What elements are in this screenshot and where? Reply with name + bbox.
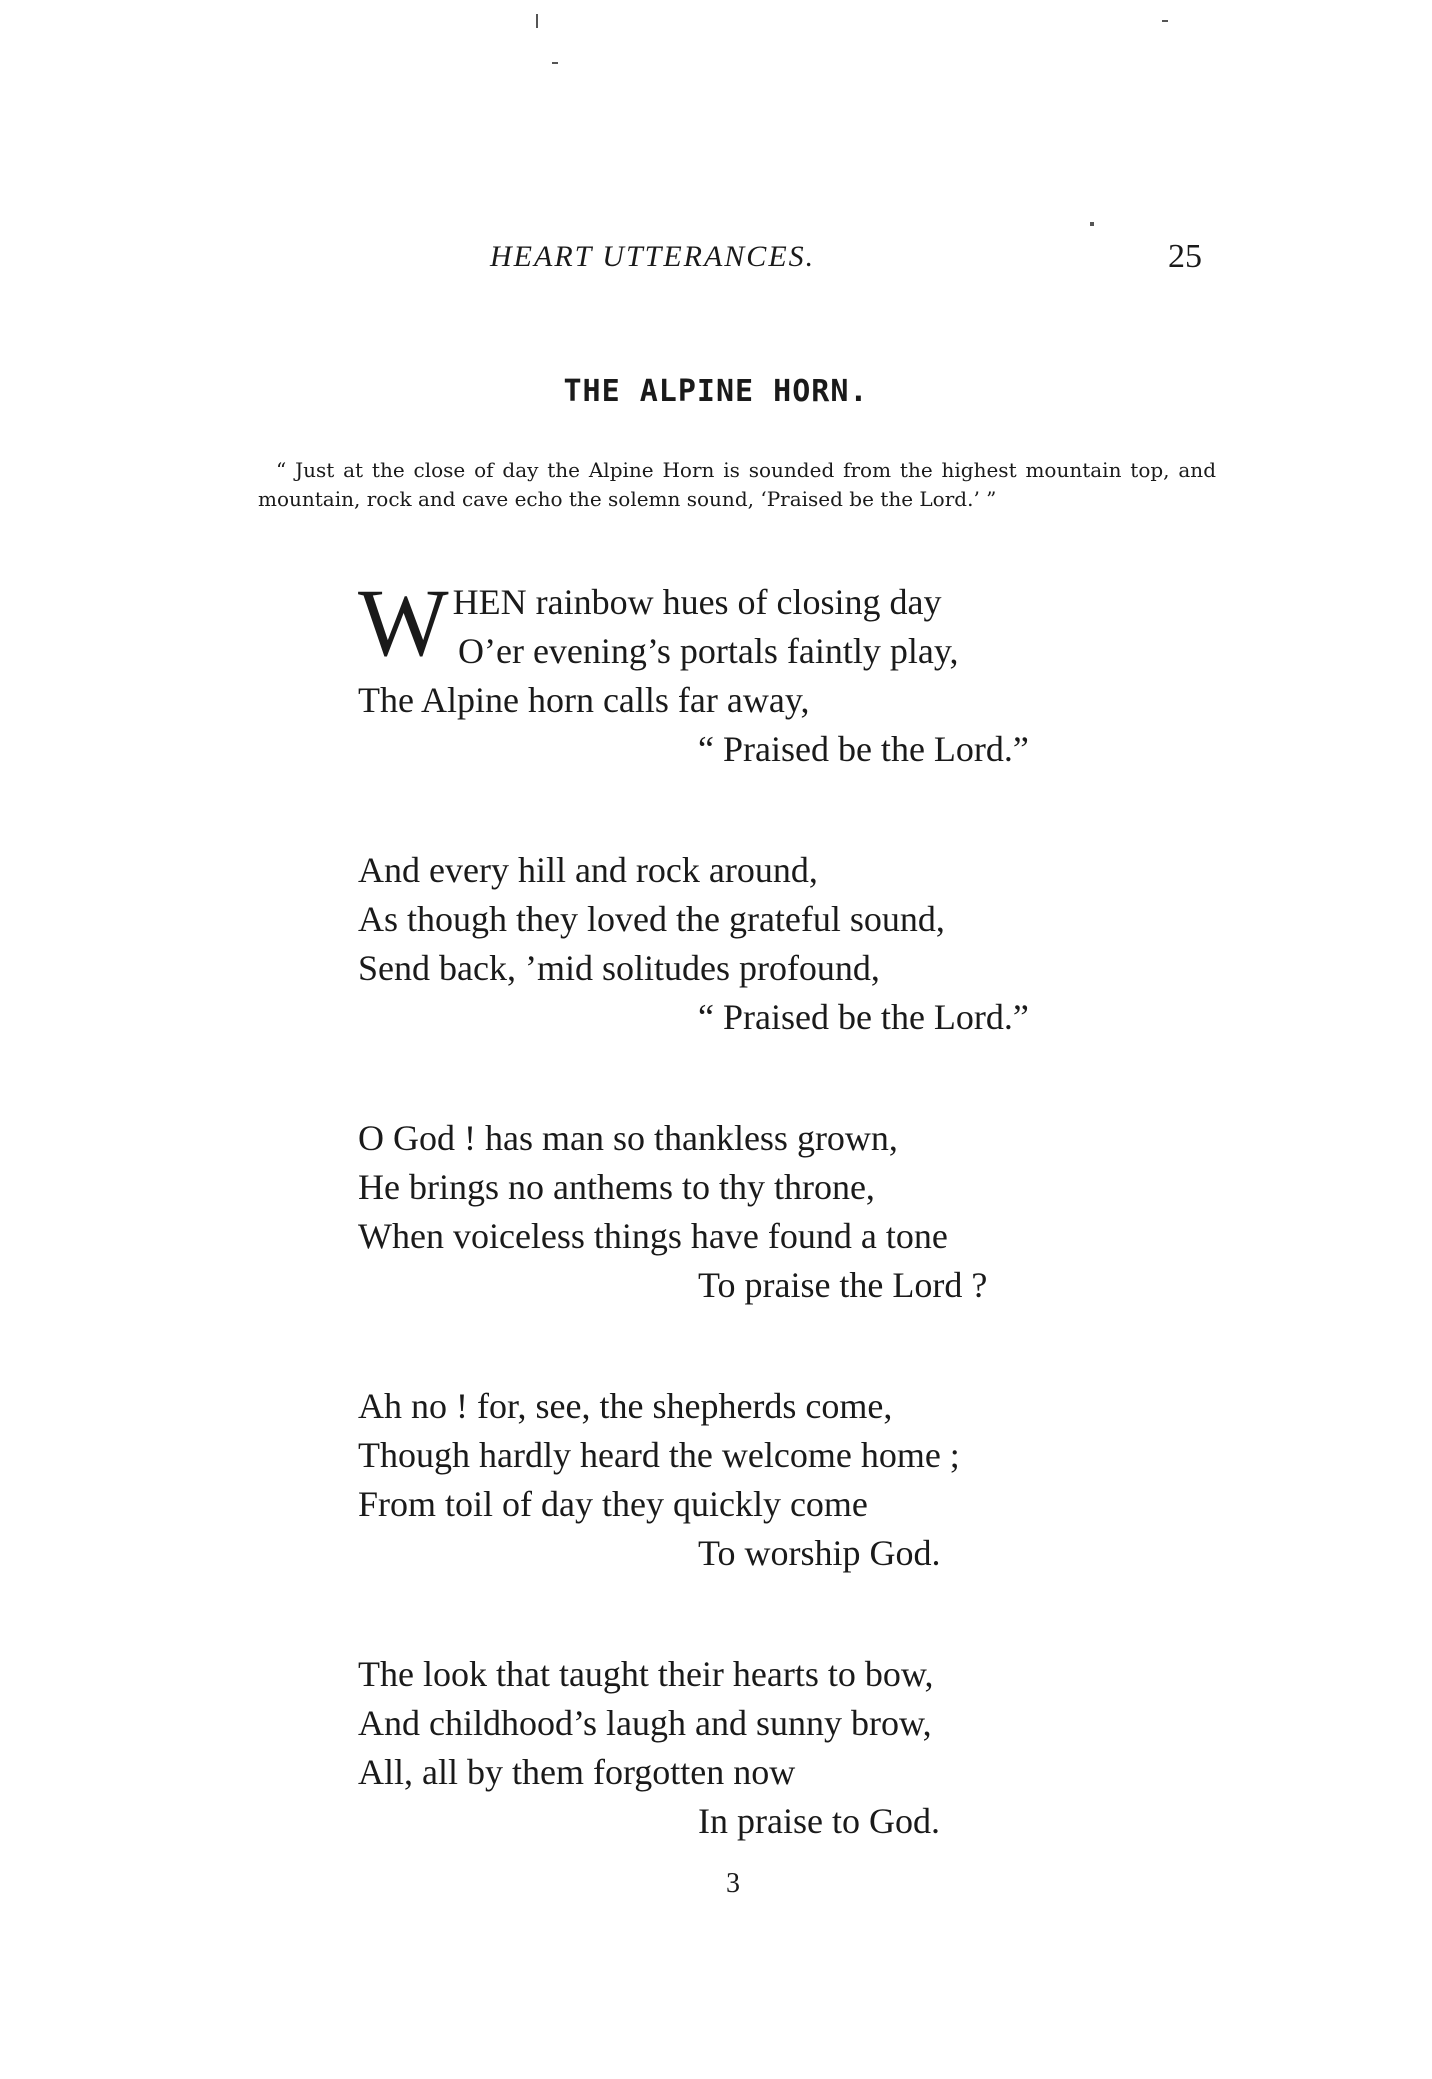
poem-line: The Alpine horn calls far away, <box>358 680 810 720</box>
signature-mark: 3 <box>726 1868 740 1899</box>
poem-refrain: “ Praised be the Lord.” <box>698 729 1029 769</box>
stanza <box>358 569 1218 774</box>
poem-body <box>358 569 1218 1918</box>
poem-line: HEN rainbow hues of closing day <box>452 582 942 622</box>
poem-line: And childhood’s laugh and sunny brow, <box>358 1703 932 1743</box>
poem-line: O’er evening’s portals faintly play, <box>458 631 959 671</box>
stanza <box>358 1114 1218 1310</box>
poem-line: And every hill and rock around, <box>358 850 818 890</box>
scan-mark <box>536 14 538 28</box>
poem-line: He brings no anthems to thy throne, <box>358 1167 875 1207</box>
running-title: HEART UTTERANCES. <box>490 240 816 273</box>
poem-line: Send back, ’mid solitudes profound, <box>358 948 880 988</box>
stanza <box>358 846 1218 1042</box>
scan-mark <box>1090 222 1094 226</box>
poem-line: O God ! has man so thankless grown, <box>358 1118 898 1158</box>
page-number: 25 <box>1168 238 1202 275</box>
scan-mark <box>1162 20 1168 22</box>
poem-line: Ah no ! for, see, the shepherds come, <box>358 1386 893 1426</box>
poem-title: THE ALPINE HORN. <box>563 374 869 409</box>
epigraph: “ Just at the close of day the Alpine Horn is sounded from the highest mountain top, and mountain, rock and cave echo the solemn sound, ‘Praised be the Lord.’ ” <box>258 458 1216 511</box>
poem-line: From toil of day they quickly come <box>358 1484 868 1524</box>
poem-refrain: In praise to God. <box>698 1801 940 1841</box>
stanza <box>358 1382 1218 1578</box>
poem-refrain: To worship God. <box>698 1533 941 1573</box>
poem-line: All, all by them forgotten now <box>358 1752 796 1792</box>
stanza <box>358 1650 1218 1846</box>
scan-mark <box>552 62 558 64</box>
poem-line: As though they loved the grateful sound, <box>358 899 945 939</box>
poem-refrain: “ Praised be the Lord.” <box>698 997 1029 1037</box>
poem-line: When voiceless things have found a tone <box>358 1216 948 1256</box>
drop-cap: W <box>358 569 449 676</box>
poem-refrain: To praise the Lord ? <box>698 1265 988 1305</box>
poem-line: Though hardly heard the welcome home ; <box>358 1435 960 1475</box>
poem-line: The look that taught their hearts to bow, <box>358 1654 934 1694</box>
